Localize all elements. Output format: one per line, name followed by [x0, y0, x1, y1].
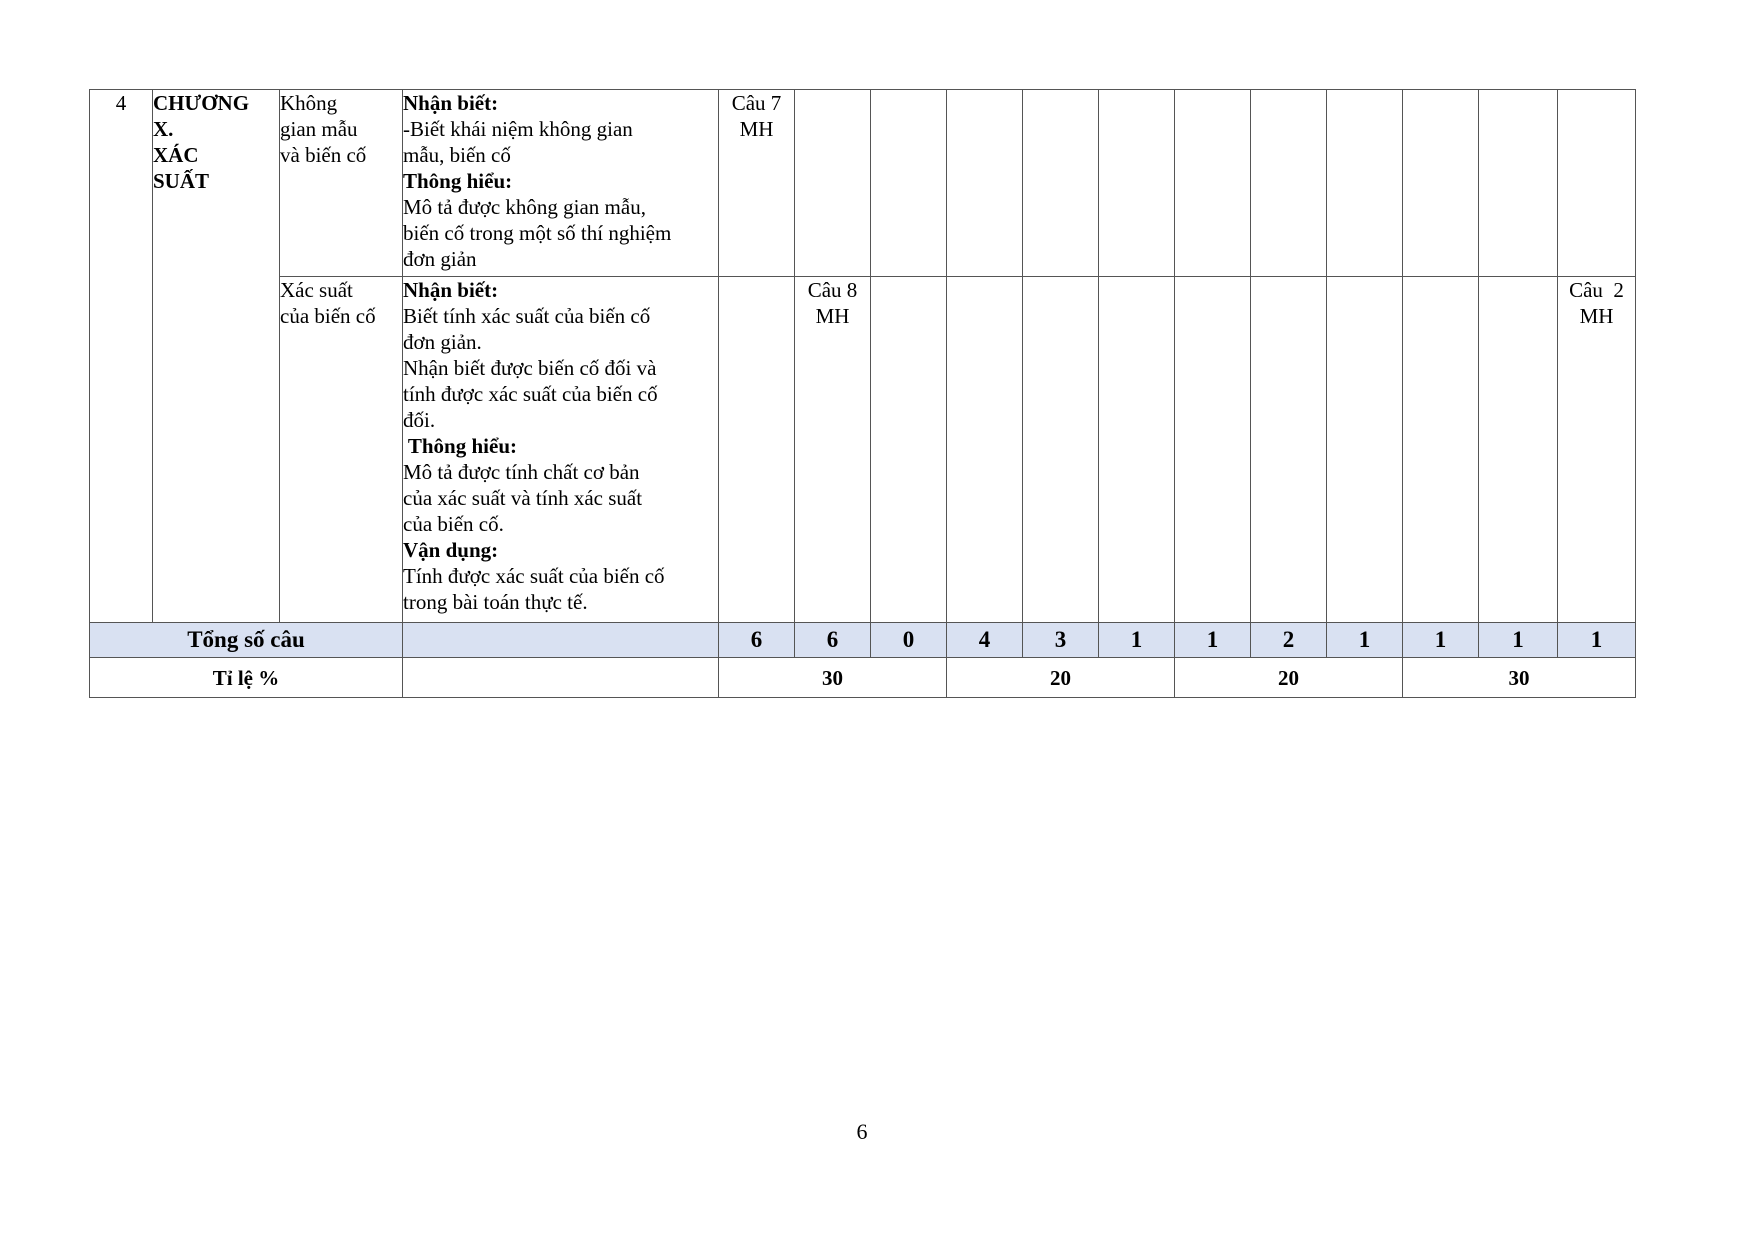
description-line: của xác suất và tính xác suất [403, 486, 643, 510]
description-line: mẫu, biến cố [403, 143, 511, 167]
level-heading: Nhận biết: [403, 278, 499, 302]
total-value: 1 [1327, 623, 1403, 658]
description-line: Mô tả được tính chất cơ bản [403, 460, 640, 484]
question-cell [871, 277, 947, 623]
topic-cell [280, 277, 403, 623]
description-line: tính được xác suất của biến cố [403, 382, 658, 406]
table-row-probability [90, 277, 1636, 623]
total-value: 6 [719, 623, 795, 658]
question-cell [1479, 90, 1558, 277]
ratio-value: 30 [1403, 658, 1636, 698]
question-cell [1403, 90, 1479, 277]
total-value: 3 [1023, 623, 1099, 658]
topic-line: và biến cố [280, 143, 367, 167]
level-heading: Thông hiểu: [403, 434, 517, 458]
question-cell [1558, 277, 1636, 623]
level-heading: Nhận biết: [403, 91, 499, 115]
question-cell [719, 277, 795, 623]
ratio-label: Tỉ lệ % [90, 658, 403, 698]
question-cell [795, 90, 871, 277]
question-cell [1099, 277, 1175, 623]
total-value: 2 [1251, 623, 1327, 658]
description-cell [403, 90, 719, 277]
question-cell [719, 90, 795, 277]
description-cell [403, 277, 719, 623]
question-cell [1327, 90, 1403, 277]
question-cell [1558, 90, 1636, 277]
ratio-value: 20 [1175, 658, 1403, 698]
description-line: biến cố trong một số thí nghiệm [403, 221, 672, 245]
level-heading: Vận dụng: [403, 538, 499, 562]
topic-line: của biến cố [280, 304, 376, 328]
question-label: Câu 8 [807, 278, 858, 302]
total-value: 1 [1479, 623, 1558, 658]
row-number-cell [90, 90, 153, 623]
ratio-value: 20 [947, 658, 1175, 698]
total-value: 1 [1403, 623, 1479, 658]
topic-cell [280, 90, 403, 277]
question-cell [1403, 277, 1479, 623]
question-label: MH [815, 304, 850, 328]
assessment-matrix-table [89, 89, 1636, 698]
chapter-line: X. [153, 117, 174, 141]
description-line: Biết tính xác suất của biến cố [403, 304, 651, 328]
question-cell [1175, 90, 1251, 277]
total-row [90, 623, 1636, 658]
question-label: Câu 2 [1569, 278, 1624, 302]
topic-line: gian mẫu [280, 117, 358, 141]
question-cell [1175, 277, 1251, 623]
question-cell [1327, 277, 1403, 623]
description-line: đối. [403, 408, 436, 432]
total-value: 4 [947, 623, 1023, 658]
total-label: Tổng số câu [90, 623, 403, 658]
topic-line: Không [280, 91, 338, 115]
total-value: 0 [871, 623, 947, 658]
total-value: 1 [1175, 623, 1251, 658]
row-number: 4 [115, 91, 127, 115]
ratio-value: 30 [719, 658, 947, 698]
total-value: 1 [1099, 623, 1175, 658]
question-label: MH [739, 117, 774, 141]
question-label: MH [1579, 304, 1614, 328]
chapter-cell [153, 90, 280, 623]
total-value: 1 [1558, 623, 1636, 658]
question-cell [1099, 90, 1175, 277]
question-cell [947, 90, 1023, 277]
page-number: 6 [856, 1119, 868, 1144]
question-cell [1023, 277, 1099, 623]
description-line: đơn giản [403, 247, 477, 271]
table-row-sample-space [90, 90, 1636, 277]
description-line: đơn giản. [403, 330, 482, 354]
question-cell [1251, 277, 1327, 623]
description-line: của biến cố. [403, 512, 504, 536]
chapter-line: XÁC [153, 143, 199, 167]
description-line: Mô tả được không gian mẫu, [403, 195, 646, 219]
question-label: Câu 7 [731, 91, 782, 115]
ratio-row [90, 658, 1636, 698]
description-line: Tính được xác suất của biến cố [403, 564, 665, 588]
level-heading: Thông hiểu: [403, 169, 513, 193]
description-line: -Biết khái niệm không gian [403, 117, 633, 141]
ratio-spacer-cell [403, 658, 719, 698]
description-line: trong bài toán thực tế. [403, 590, 588, 614]
question-cell [1023, 90, 1099, 277]
question-cell [795, 277, 871, 623]
description-line: Nhận biết được biến cố đối và [403, 356, 657, 380]
question-cell [1479, 277, 1558, 623]
total-value: 6 [795, 623, 871, 658]
question-cell [947, 277, 1023, 623]
topic-line: Xác suất [280, 278, 353, 302]
total-spacer-cell [403, 623, 719, 658]
chapter-line: SUẤT [153, 169, 210, 193]
chapter-line: CHƯƠNG [153, 91, 250, 115]
question-cell [1251, 90, 1327, 277]
question-cell [871, 90, 947, 277]
